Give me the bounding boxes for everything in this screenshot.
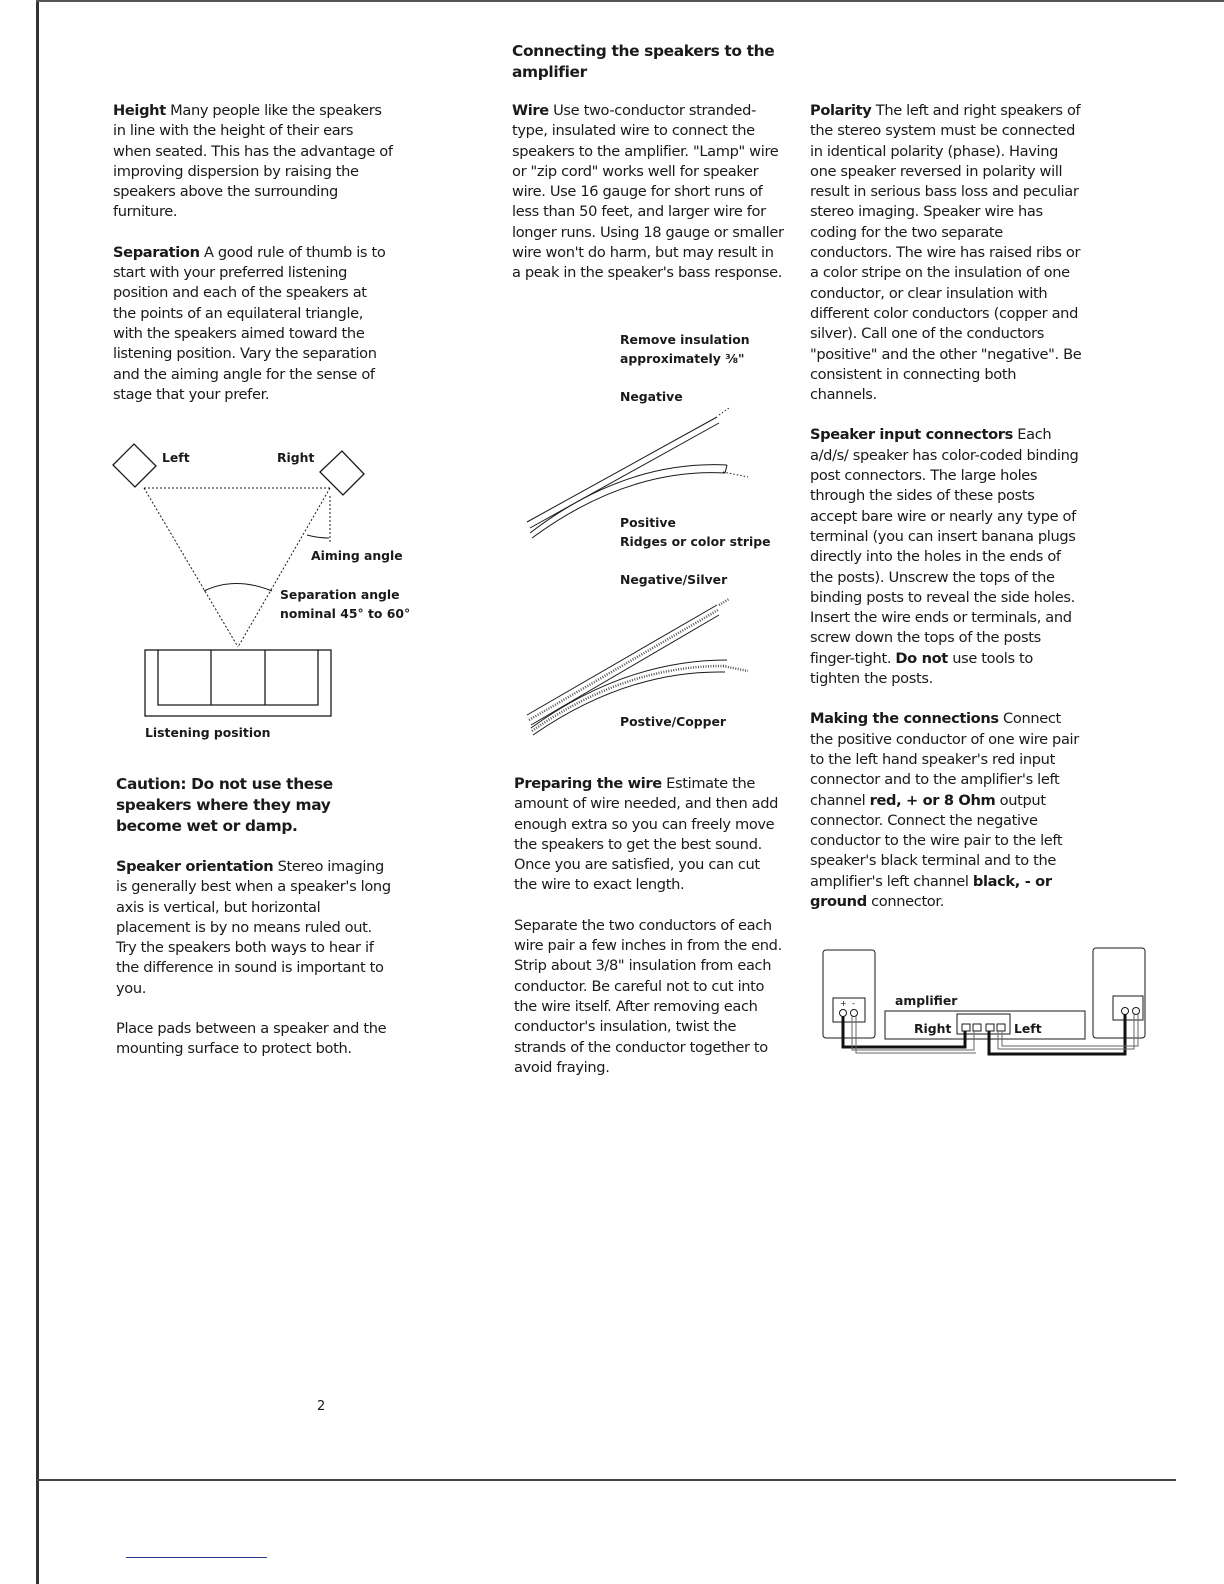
- orientation-lead: Speaker orientation: [116, 858, 274, 875]
- right-speaker-icon: [320, 451, 364, 495]
- separate-paragraph: Separate the two conductors of each wire pair a few inches in from the end. Strip about 3/8" insulation from each conductor. Be careful not to cut into the wire itself. After removing each conductor's insulation, twist the strands of the conductor together to avoid fraying.: [514, 916, 782, 1076]
- wire-text: Use two-conductor stranded-type, insulated wire to connect the speakers to the amplifier. "Lamp" wire or "zip cord" works well for speaker wire. Use 16 gauge for short runs of less than 50 feet, and larger wire for longer runs. Using 18 gauge or smaller wire won't do harm, but may result in a peak in the speaker's bass response.: [512, 102, 784, 282]
- listening-position-label: Listening position: [145, 725, 271, 740]
- wire-lead: Wire: [512, 102, 549, 119]
- connections-text-2: output connector. Connect the negative conductor to the wire pair to the left speaker's black terminal and to the amplifier's left channel: [810, 791, 1063, 890]
- approximately-label: approximately ⅜": [620, 351, 745, 366]
- positive-copper-label: Postive/Copper: [620, 714, 727, 729]
- plus-sign: +: [840, 999, 847, 1008]
- middle-column-lower: [514, 774, 786, 1078]
- scan-edge-left: [36, 0, 39, 1584]
- height-text: Many people like the speakers in line with the height of their ears when seated. This has the advantage of improving dispersion by raising the speakers above the surrounding furniture.: [113, 102, 393, 221]
- placement-diagram: [100, 430, 410, 750]
- polarity-lead: Polarity: [810, 102, 872, 119]
- scan-edge-bottom: [36, 1479, 1176, 1481]
- connections-bold-2: black, - or ground: [810, 872, 1052, 910]
- amp-left-label: Left: [1014, 1021, 1042, 1036]
- wire-paragraph: [512, 101, 784, 284]
- preparing-paragraph: [514, 774, 786, 896]
- connections-text-3: connector.: [866, 892, 944, 910]
- amp-right-label: Right: [914, 1021, 952, 1036]
- left-column-lower: [116, 774, 396, 1060]
- separation-text: A good rule of thumb is to start with your preferred listening position and each of the speakers at the points of an equilateral triangle, with the speakers aimed toward the listening position. Vary the separation and the aiming angle for the sense of stage that your prefer.: [113, 243, 386, 403]
- orientation-text: Stereo imaging is generally best when a speaker's long axis is vertical, but horizontal placement is by no means ruled out. Try the speakers both ways to hear if the difference in sound is important to you.: [116, 858, 391, 997]
- orientation-paragraph: [116, 857, 396, 999]
- preparing-text: Estimate the amount of wire needed, and then add enough extra so you can freely move the speakers to get the best sound. Once you are satisfied, you can cut the wire to exact length.: [514, 775, 779, 894]
- right-label: Right: [277, 450, 315, 465]
- do-not-bold: Do not: [895, 649, 948, 667]
- negative-silver-label: Negative/Silver: [620, 572, 728, 587]
- positive-label: Positive: [620, 515, 676, 530]
- right-speaker-box: [1093, 948, 1145, 1038]
- height-lead: Height: [113, 102, 166, 119]
- amplifier-wiring-diagram: [800, 930, 1160, 1060]
- polarity-paragraph: [810, 101, 1085, 405]
- polarity-text: The left and right speakers of the stereo system must be connected in identical polarity (phase). Having one speaker reversed in polarity will result in serious bass loss and peculiar stereo imaging. Speaker wire has coding for the two separate conductors. The wire has raised ribs or a color stripe on the insulation of one conductor, or clear insulation with different color conductors (copper and silver). Call one of the conductors "positive" and the other "negative". Be consistent in connecting both channels.: [810, 102, 1082, 404]
- page-number: 2: [317, 1399, 325, 1414]
- input-connectors-text: Each a/d/s/ speaker has color-coded binding post connectors. The large holes through the sides of these posts accept bare wire or nearly any type of terminal (you can insert banana plugs directly into the holes in the ends of the posts). Unscrew the tops of the binding posts to reveal the side holes. Insert the wire ends or terminals, and screw down the tops of the posts finger-tight.: [810, 426, 1079, 667]
- amplifier-label: amplifier: [895, 993, 958, 1008]
- separation-nominal-label: nominal 45° to 60°: [280, 606, 410, 621]
- left-column: [113, 101, 393, 405]
- separation-angle-label: Separation angle: [280, 587, 400, 602]
- input-connectors-lead: Speaker input connectors: [810, 426, 1013, 444]
- separation-lead: Separation: [113, 243, 200, 261]
- ridges-label: Ridges or color stripe: [620, 534, 771, 549]
- left-speaker-icon: [113, 444, 156, 487]
- sofa-icon: [145, 650, 331, 716]
- input-connectors-tail: use tools to tighten the posts.: [810, 649, 1034, 688]
- middle-column: [512, 101, 784, 284]
- connections-lead: Making the connections: [810, 710, 999, 728]
- section-heading: Connecting the speakers to the amplifier: [512, 42, 775, 81]
- caution-text: Caution: Do not use these speakers where they may become wet or damp.: [116, 775, 333, 835]
- connections-text-1: Connect the positive conductor of one wire pair to the left hand speaker's red input connector and to the amplifier's left channel: [810, 710, 1079, 809]
- remove-insulation-label: Remove insulation: [620, 332, 750, 347]
- scan-line-foot: [126, 1557, 267, 1558]
- scan-edge-top: [36, 0, 1224, 2]
- height-paragraph: [113, 101, 393, 223]
- pads-paragraph: Place pads between a speaker and the mounting surface to protect both.: [116, 1020, 387, 1058]
- connections-paragraph: [810, 709, 1085, 912]
- right-column: [810, 101, 1085, 912]
- aiming-angle-label: Aiming angle: [311, 548, 403, 563]
- left-label: Left: [162, 450, 190, 465]
- separation-paragraph: [113, 243, 393, 405]
- left-speaker-box: [823, 950, 875, 1038]
- minus-sign: -: [852, 999, 855, 1008]
- connections-bold-1: red, + or 8 Ohm: [869, 791, 996, 809]
- input-connectors-paragraph: [810, 425, 1085, 689]
- preparing-lead: Preparing the wire: [514, 775, 662, 792]
- negative-label: Negative: [620, 389, 683, 404]
- wire-diagram: [505, 320, 775, 740]
